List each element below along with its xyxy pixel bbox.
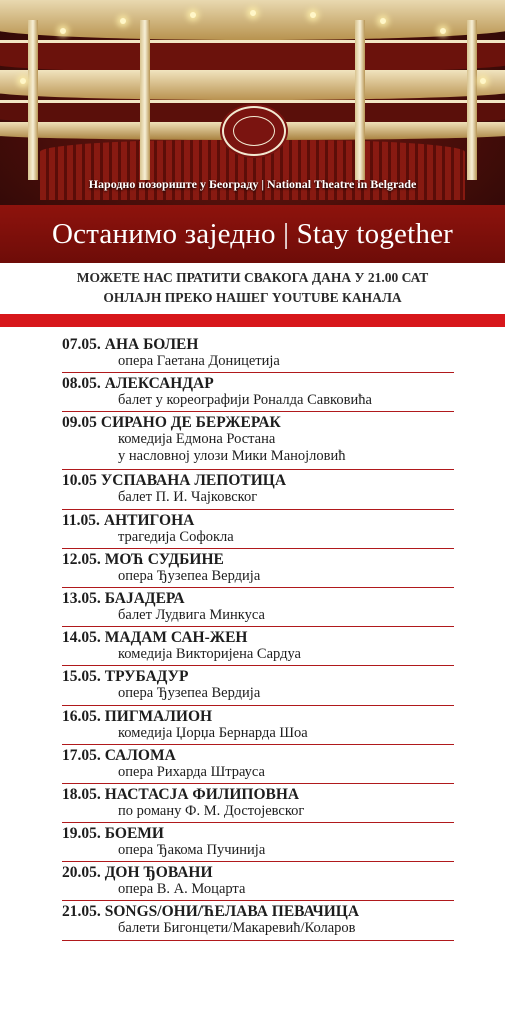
performance-date: 14.05.: [62, 629, 101, 647]
notice-line-1: МОЖЕТЕ НАС ПРАТИТИ СВАКОГА ДАНА У 21.00 САТ: [76, 270, 429, 285]
performance-date: 11.05.: [62, 511, 100, 529]
list-item: [62, 823, 454, 862]
list-item: [62, 412, 454, 470]
list-item: [62, 588, 454, 627]
performance-subtitle: опера Ђузепеа Вердија: [118, 685, 261, 702]
performance-subtitle: балети Бигонцети/Макаревић/Коларов: [118, 920, 356, 937]
performance-date: 21.05.: [62, 903, 101, 921]
list-item: [62, 901, 454, 940]
list-item: [62, 745, 454, 784]
performance-subtitle: опера Ђузепеа Вердија: [118, 567, 261, 584]
performance-title: СИРАНО ДЕ БЕРЖЕРАК: [100, 414, 281, 432]
performance-title: ТРУБАДУР: [104, 668, 189, 686]
notice-line-2: ОНЛАЈН ПРЕКО НАШЕГ YOUTUBE КАНАЛА: [103, 290, 402, 305]
performance-date: 19.05.: [62, 825, 101, 843]
performance-subtitle: балет Лудвига Минкуса: [118, 606, 265, 623]
list-item: [62, 373, 454, 412]
campaign-title: Останимо заједно | Stay together: [51, 217, 454, 250]
performance-title: БОЕМИ: [104, 825, 164, 843]
performance-subtitle: по роману Ф. М. Достојевског: [118, 802, 305, 819]
list-item: [62, 549, 454, 588]
performance-date: 08.05.: [62, 375, 101, 393]
list-item: [62, 666, 454, 705]
performance-date: 17.05.: [62, 746, 101, 764]
performance-subtitle: балет П. И. Чајковског: [118, 489, 258, 506]
performance-date: 20.05.: [62, 864, 101, 882]
list-item: [62, 706, 454, 745]
list-item: [62, 784, 454, 823]
performance-title: АНТИГОНА: [103, 511, 195, 529]
performance-date: 07.05.: [62, 336, 101, 353]
performance-subtitle: комедија Едмона Ростана: [118, 431, 276, 448]
performance-title: ДОН ЂОВАНИ: [104, 864, 213, 882]
list-item: [62, 510, 454, 549]
performance-date: 13.05.: [62, 589, 101, 607]
performance-subtitle: у насловној улози Мики Манојловић: [118, 448, 346, 465]
performance-title: САЛОМА: [104, 746, 176, 764]
performance-subtitle: комедија Џорџа Бернарда Шоа: [118, 724, 308, 741]
performance-title: НАСТАСЈА ФИЛИПОВНА: [104, 785, 300, 803]
performance-date: 10.05: [62, 472, 97, 490]
schedule-list: [62, 334, 454, 941]
performance-subtitle: опера Рихарда Штрауса: [118, 763, 265, 780]
performance-date: 15.05.: [62, 668, 101, 686]
theatre-interior-photo: [0, 0, 505, 205]
list-item: [62, 627, 454, 666]
institution-name: Народно позориште у Београду | National Theatre in Belgrade: [88, 177, 417, 191]
divider-bar: [0, 314, 505, 327]
performance-title: МОЋ СУДБИНЕ: [104, 550, 224, 568]
performance-subtitle: опера Гаетана Доницетија: [118, 353, 280, 369]
list-item: [62, 334, 454, 373]
performance-title: ПИГМАЛИОН: [104, 707, 213, 725]
performance-title: МАДАМ САН-ЖЕН: [104, 629, 248, 647]
performance-subtitle: опера Ђакома Пучинија: [118, 842, 266, 859]
streaming-notice: [0, 268, 505, 308]
performance-title: АНА БОЛЕН: [104, 336, 199, 353]
performance-date: 12.05.: [62, 550, 101, 568]
performance-date: 09.05: [62, 414, 97, 432]
list-item: [62, 862, 454, 901]
list-item: [62, 470, 454, 509]
performance-title: БАЈАДЕРА: [104, 589, 185, 607]
performance-subtitle: опера В. А. Моцарта: [118, 881, 246, 898]
performance-date: 18.05.: [62, 785, 101, 803]
performance-subtitle: балет у кореографији Роналда Савковића: [118, 392, 372, 409]
performance-title: SONGS/ОНИ/ЋЕЛАВА ПЕВАЧИЦА: [104, 903, 360, 921]
performance-title: УСПАВАНА ЛЕПОТИЦА: [100, 472, 287, 490]
performance-subtitle: трагедија Софокла: [118, 528, 234, 545]
campaign-banner: [0, 205, 505, 263]
performance-title: АЛЕКСАНДАР: [104, 375, 214, 393]
theatre-seal-logo: [222, 106, 286, 156]
performance-subtitle: комедија Викторијена Сардуа: [118, 646, 301, 663]
performance-date: 16.05.: [62, 707, 101, 725]
